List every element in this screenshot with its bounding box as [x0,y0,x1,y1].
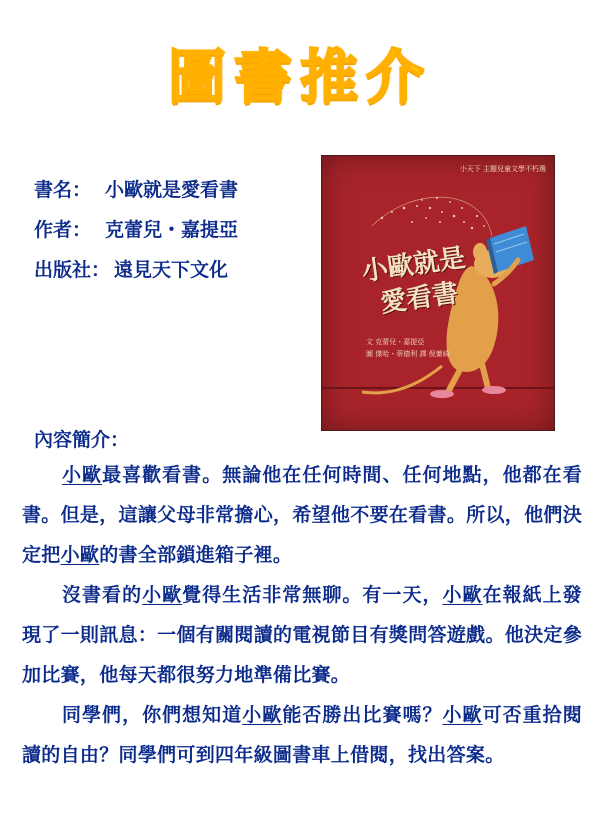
character-name: 小歐 [442,704,483,726]
book-name-value: 小歐就是愛看書 [105,179,239,201]
book-publisher-value: 遠見天下文化 [114,259,229,281]
cover-credits-line2: 圖 傑哈・蒂德利 譯 倪蓁綺 [366,350,450,358]
summary-paragraph [22,695,582,775]
cover-title-line2: 愛看書 [378,278,461,319]
summary-paragraph [22,455,582,575]
book-info [34,170,238,290]
book-publisher-row [34,250,238,290]
cover-credits-line1: 文 克蕾兒・嘉提亞 [366,338,425,346]
summary-text [22,455,582,775]
book-name-row [34,170,238,210]
character-name: 小歐 [442,584,483,606]
cover-series-label: 小天下 主題兒童文學不朽選 [459,165,546,173]
cover-credits [366,336,450,360]
summary-paragraph [22,575,582,695]
paragraph-text: 的書全部鎖進箱子裡。 [99,544,293,566]
intro-label: 內容簡介： [34,429,130,451]
book-cover-image [322,156,554,430]
paragraph-text: 在報紙上發現了一則訊息：一個有關閱讀的電視節目有獎問答遊戲。他決定參加比賽，他每天都很努力地準備比賽。 [22,584,582,686]
paragraph-text: 可否重拾閱讀的自由？同學們可到四年級圖書車上借閱，找出答案。 [22,704,582,766]
character-name: 小歐 [62,464,103,486]
book-author-label: 作者： [34,219,92,241]
cover-title [360,241,472,323]
paragraph-text: 同學們，你們想知道 [62,704,243,726]
cover-title-line1: 小歐就是 [360,243,468,288]
paragraph-text: 沒書看的 [62,584,143,606]
paragraph-text: 最喜歡看書。無論他在任何時間、任何地點，他都在看書。但是，這讓父母非常擔心，希望他不要在看書。所以，他們決定把 [22,464,582,566]
page-title: 圖書推介 [167,43,432,111]
book-name-label: 書名： [34,179,92,201]
character-name: 小歐 [142,584,183,606]
book-publisher-label: 出版社： [34,259,111,281]
book-author-value: 克蕾兒・嘉提亞 [105,219,239,241]
paragraph-text: 覺得生活非常無聊。有一天， [182,584,443,606]
paragraph-text: 能否勝出比賽嗎？ [282,704,443,726]
character-name: 小歐 [242,704,283,726]
character-name: 小歐 [60,544,100,566]
book-author-row [34,210,238,250]
